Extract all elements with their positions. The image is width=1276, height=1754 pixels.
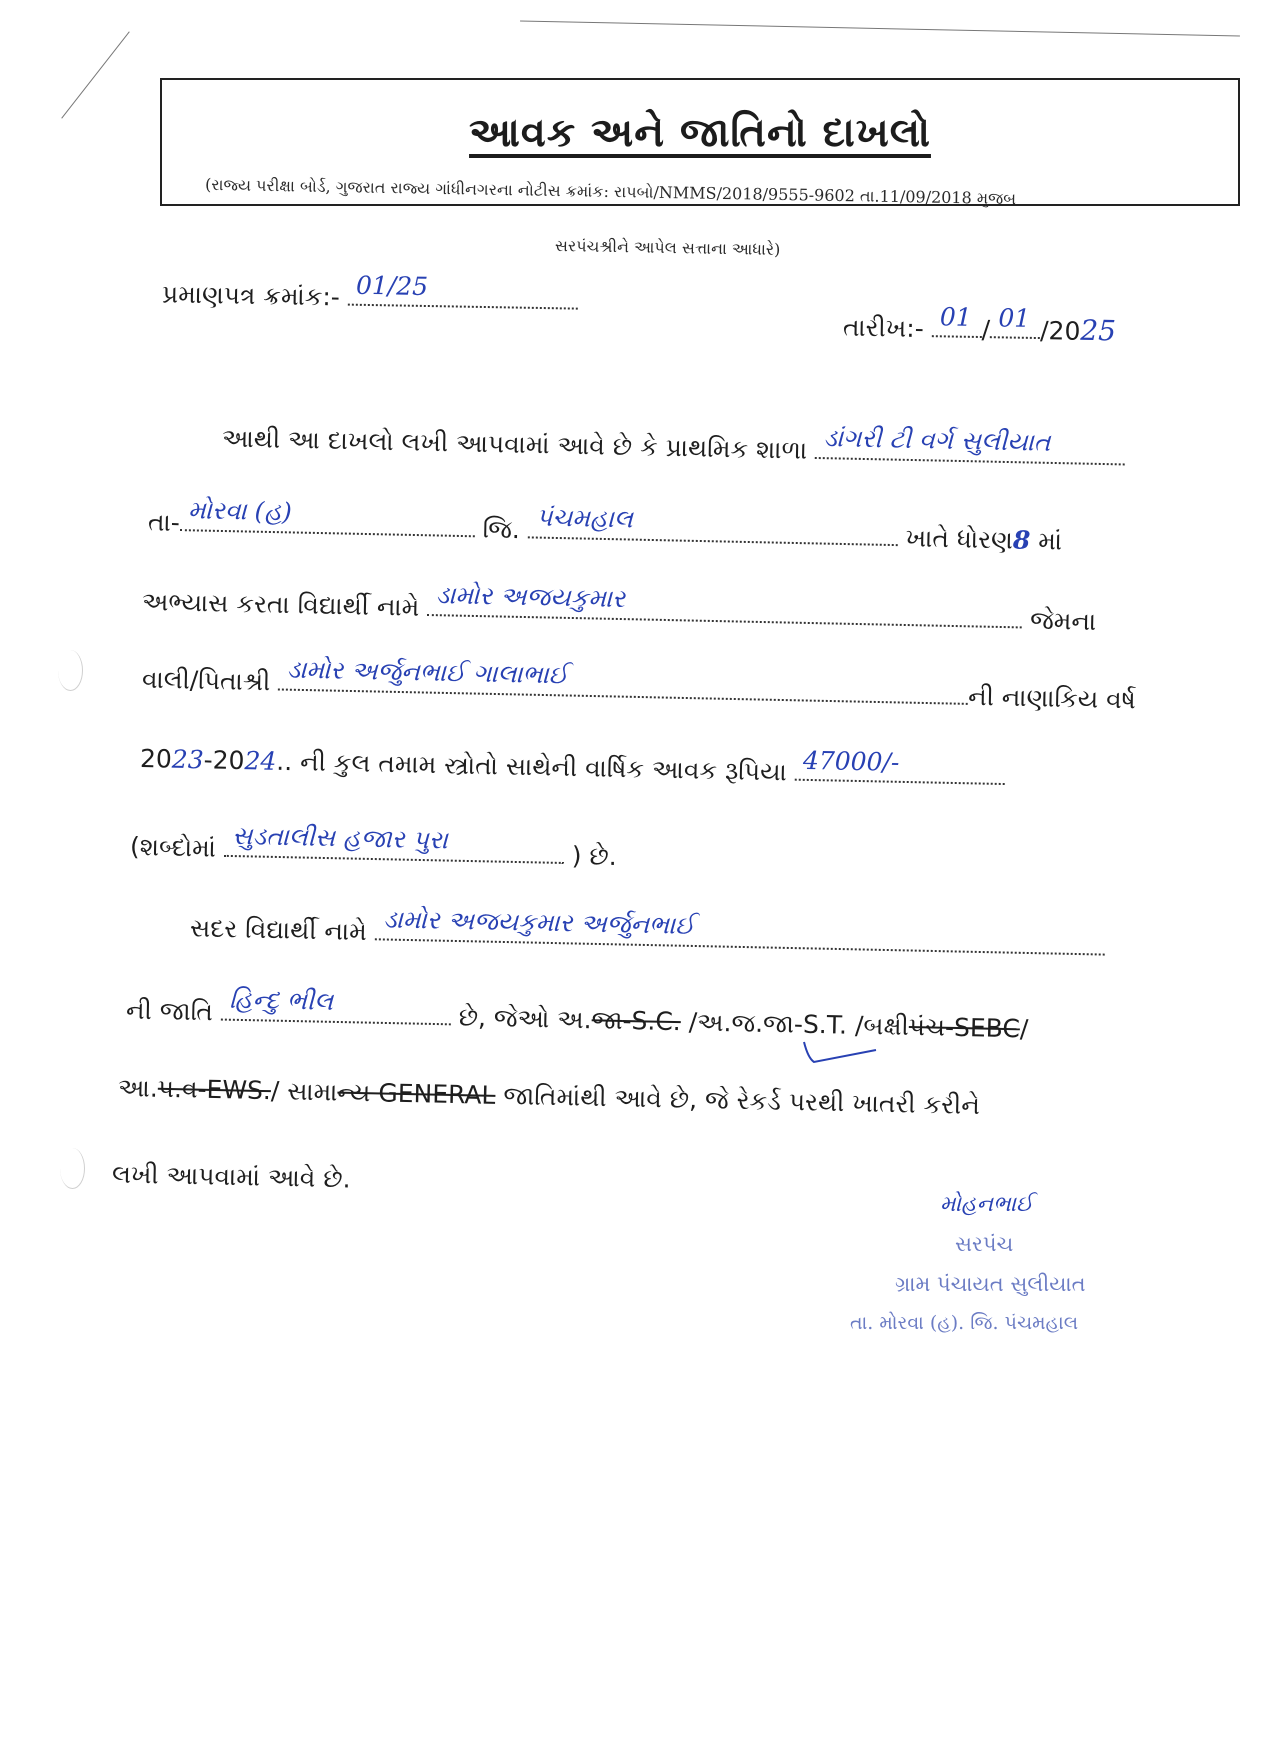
category-sebc-b: / [1019,1014,1029,1044]
taluka-label: તા- [147,507,181,538]
guardian-name-field [278,654,968,704]
school-name-handwritten: ડાંગરી ટી વર્ગ સુલીયાત [823,423,1051,457]
date-separator: / [981,315,991,345]
caste-line-3 [118,1073,980,1121]
document-title: આવક અને જાતિનો દાખલો [469,110,931,156]
body-line-3 [142,582,1097,637]
st-tick-mark [800,1036,880,1066]
standard-text-a: ખાતે ધોરણ [905,523,1014,555]
student-label: અભ્યાસ કરતા વિદ્યાર્થી નામે [141,587,420,622]
year-b-printed: -20 [203,745,245,776]
guardian-label: વાલી/પિતાશ્રી [141,664,271,697]
signature [940,1192,1033,1217]
category-general-a: / સામા [270,1076,338,1107]
student-name-field [427,580,1022,628]
whose-text: જેમના [1029,605,1097,636]
taluka-field [180,495,476,537]
paper-edge-mark [60,1148,85,1189]
category-sc-struck: જા [591,1005,623,1035]
body-line-5: 2023-2024.. ની કુલ તમામ સ્ત્રોતો સાથેની વાર્ષિક આવક રૂપિયા 47000/- [140,739,1005,792]
category-ews-a: આ. [117,1072,159,1103]
year-b-handwritten: 24 [244,746,277,776]
category-ews-struck: પ.વ-EWS. [157,1073,272,1106]
body-line-1 [222,419,1126,473]
caste-handwritten: હિન્દુ ભીલ [228,984,334,1016]
caste-mid-text: છે, જેઓ [458,1002,550,1034]
guardian-name-handwritten: ડામોર અર્જુનભાઈ ગાલાભાઈ [286,654,569,690]
financial-year-text: ની નાણાકિય વર્ષ [967,681,1137,715]
body-line-4 [141,654,1137,716]
closing-text: લખી આપવામાં આવે છે. [111,1159,351,1194]
subtitle-line-1: (રાજ્ય પરીક્ષા બોર્ડ, ગુજરાત રાજ્ય ગાંધીનગરના નોટીસ ક્રમાંક: રાપબો/NMMS/2018/9555-9602 તા.11/09/2018 મુજબ [204,174,1017,209]
date-month-field [990,303,1040,339]
paper-edge-mark [58,650,83,691]
caste-line-2 [125,984,1029,1045]
scan-artifact-diagonal [61,31,130,118]
caste-field [221,984,452,1026]
date-label: તારીખ:- [842,312,925,344]
body-line-2 [147,495,1063,556]
words-handwritten: સુડતાલીસ હજાર પુરા [231,821,449,855]
income-field [795,745,1006,785]
subtitle-line-2: સરપંચશ્રીને આપેલ સત્તાના આધારે) [554,236,781,259]
date-separator: / [1039,316,1049,346]
words-field [224,821,565,864]
date-row [842,302,1117,348]
closing-line [112,1160,351,1195]
category-sebc-struck: પંચ-SEBC [908,1011,1021,1044]
stamp-title: સરપંચ [955,1232,1014,1256]
date-year-handwritten: 25 [1080,313,1117,348]
district-field [528,502,899,546]
category-sc-a: અ. [557,1004,592,1035]
caste-student-label: સદર વિદ્યાર્થી નામે [189,913,368,947]
category-st: /અ.જ.જા-S.T. [688,1007,848,1040]
caste-label: ની જાતિ [125,995,214,1027]
student-name-handwritten: ડામોર અજયકુમાર [435,580,626,614]
certificate-number-value: 01/25 [355,270,429,302]
category-sc-b: -S.C. [622,1005,682,1037]
date-month-value: 01 [998,303,1031,333]
words-end: ) છે. [571,841,618,872]
category-general-struck: ન્ય GENERAL [337,1077,496,1110]
certificate-number-row [161,270,578,316]
caste-student-handwritten: ડામોર અજયકુમાર અર્જુનભાઈ [382,904,695,940]
income-text: ની કુલ તમામ સ્ત્રોતો સાથેની વાર્ષિક આવક રૂપિયા [299,747,788,787]
district-label: જિ. [482,514,521,545]
stamp-address: તા. મોરવા (હ). જિ. પંચમહાલ [850,1312,1079,1334]
signature-handwritten: મોહનભાઈ [940,1192,1034,1217]
caste-student-field [375,904,1105,955]
year-a-handwritten: 23 [171,744,204,775]
date-day-field [932,302,982,338]
caste-line-1 [189,904,1105,962]
district-handwritten: પંચમહાલ [535,502,634,534]
date-day-value: 01 [939,302,972,332]
income-handwritten: 47000/- [802,745,900,777]
category-sebc-a: /બક્ષી [854,1010,910,1041]
date-year-printed: 20 [1048,316,1081,346]
certificate-number-field [348,270,578,310]
body-line-6 [129,821,618,872]
certificate-number-label: પ્રમાણપત્ર ક્રમાંક:- [161,279,341,312]
school-field [815,423,1126,465]
scan-artifact-top-line [520,20,1240,36]
intro-text: આથી આ દાખલો લખી આપવામાં આવે છે કે પ્રાથમિક શાળા [221,423,808,465]
taluka-handwritten: મોરવા (હ) [187,495,293,527]
standard-text-b: માં [1037,526,1063,556]
caste-end-text: જાતિમાંથી આવે છે, જે રેકર્ડ પરથી ખાતરી કરીને [503,1081,981,1121]
year-a-printed: 20 [139,743,173,774]
words-label: (શબ્દોમાં [129,831,217,863]
stamp-office: ગ્રામ પંચાયત સુલીયાત [895,1272,1086,1296]
standard-handwritten: 8 [1012,525,1031,555]
